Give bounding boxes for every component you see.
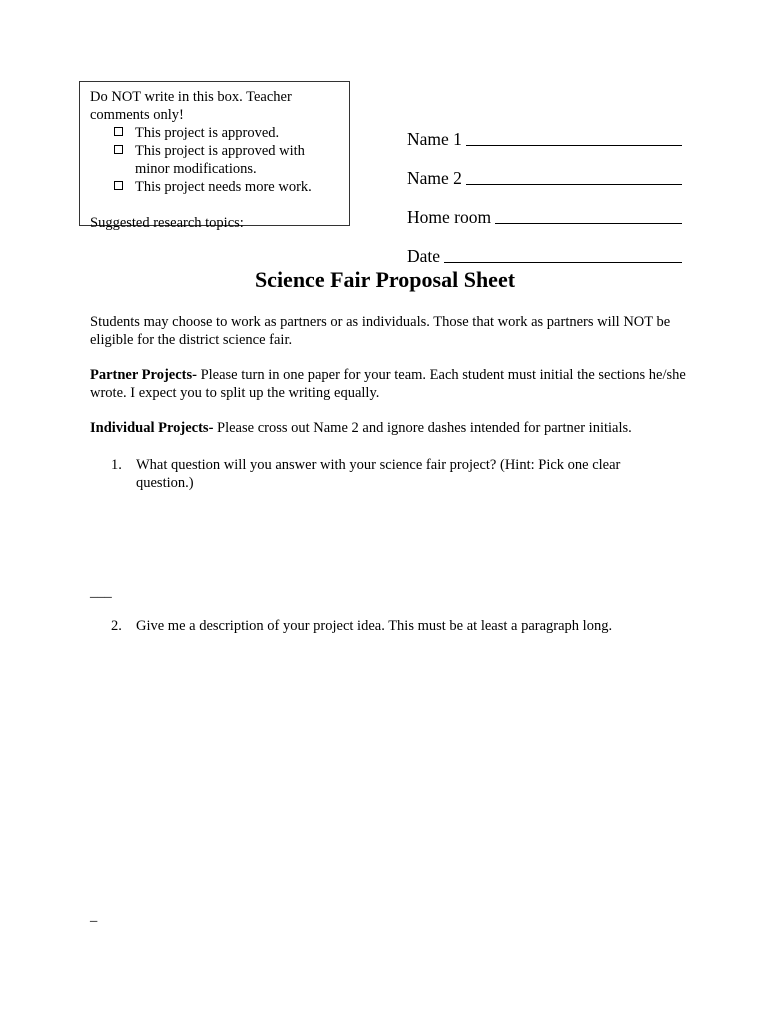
approval-option-minor-modifications	[90, 142, 339, 178]
date-field	[407, 228, 682, 267]
approval-option-label: This project is approved with minor modifications.	[135, 143, 305, 177]
question-text: What question will you answer with your science fair project? (Hint: Pick one clear question.)	[136, 457, 621, 491]
individual-projects-label: Individual Projects-	[90, 420, 214, 436]
homeroom-field	[407, 189, 682, 228]
teacher-comments-box	[79, 81, 350, 231]
approval-option-needs-work	[90, 178, 339, 196]
page-title: Science Fair Proposal Sheet	[254, 267, 516, 292]
name1-label: Name 1	[407, 129, 462, 149]
date-label: Date	[407, 246, 441, 266]
date-blank[interactable]	[444, 246, 682, 263]
question-number: 1.	[111, 457, 122, 473]
partner-projects-text: Please turn in one paper for your team. Each student must initial the sections he/she wrote. I expect you to split up the writing equally.	[90, 367, 686, 401]
teacher-box-intro: Do NOT write in this box. Teacher comments only!	[90, 89, 292, 123]
approval-option-approved	[90, 124, 339, 142]
name2-label: Name 2	[407, 168, 462, 188]
question-2	[111, 618, 671, 636]
approval-option-label: This project is approved.	[135, 125, 280, 141]
individual-projects-paragraph	[90, 420, 690, 438]
partner-projects-label: Partner Projects-	[90, 367, 197, 383]
name1-blank[interactable]	[466, 129, 682, 146]
question-1	[111, 457, 671, 492]
partner-initial-blank[interactable]: ___	[90, 584, 112, 600]
question-number: 2.	[111, 618, 122, 634]
checkbox-icon[interactable]	[114, 145, 123, 154]
approval-option-label: This project needs more work.	[135, 179, 312, 195]
partner-projects-paragraph	[90, 367, 690, 402]
name2-field	[407, 150, 682, 189]
homeroom-blank[interactable]	[495, 207, 682, 224]
partner-initial-blank[interactable]: _	[90, 908, 98, 924]
checkbox-icon[interactable]	[114, 127, 123, 136]
name2-blank[interactable]	[466, 168, 682, 185]
homeroom-label: Home room	[407, 207, 492, 227]
question-text: Give me a description of your project idea. This must be at least a paragraph long.	[136, 618, 613, 634]
suggested-topics-label: Suggested research topics:	[90, 215, 244, 231]
intro-paragraph: Students may choose to work as partners or as individuals. Those that work as partners will NOT be eligible for the district science fair.	[90, 314, 671, 348]
student-info-fields	[407, 111, 682, 267]
checkbox-icon[interactable]	[114, 181, 123, 190]
individual-projects-text: Please cross out Name 2 and ignore dashes intended for partner initials.	[213, 420, 632, 436]
approval-options	[90, 124, 339, 196]
name1-field	[407, 111, 682, 150]
